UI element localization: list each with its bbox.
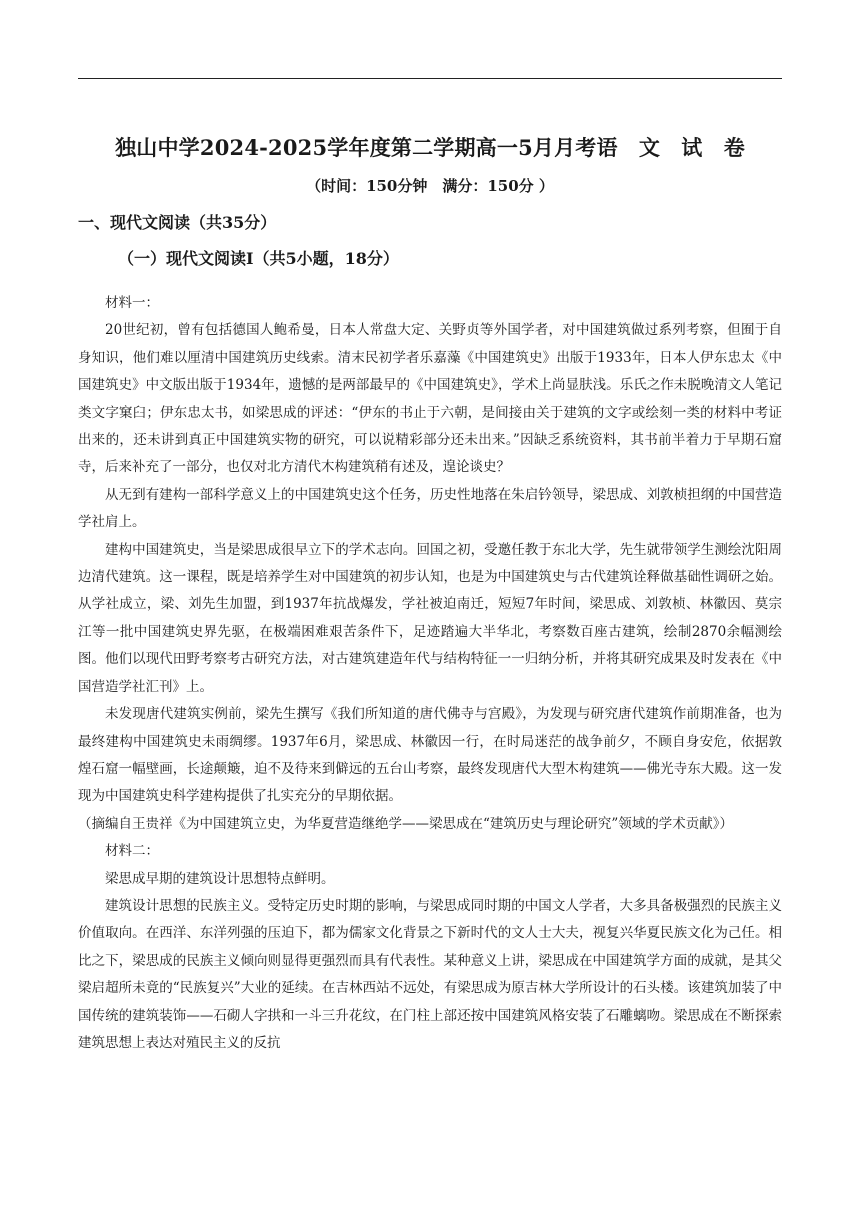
- material2-label: 材料二：: [105, 843, 159, 860]
- exam-title: 独山中学2024-2025学年度第二学期高一5月月考语 文 试 卷: [115, 135, 745, 160]
- reading-text: [78, 290, 782, 1057]
- subsection-heading: （一）现代文阅读Ⅰ（共5小题，18分）: [118, 249, 399, 268]
- material1-paragraph-1: 20世纪初，曾有包括德国人鲍希曼，日本人常盘大定、关野贞等外国学者，对中国建筑做过系列考察，但囿于自身知识，他们难以厘清中国建筑历史线索。清末民初学者乐嘉藻《中国建筑史》出版于1933年，日本人伊东忠太《中国建筑史》中文版出版于1934年，遗憾的是两部最早的《中国建筑史》，学术上尚显肤浅。乐氏之作未脱晚清文人笔记类文字窠臼；伊东忠太书，如梁思成的评述：“伊东的书止于六朝，是间接由关于建筑的文字或绘刻一类的材料中考证出来的，还未讲到真正中国建筑实物的研究，可以说精彩部分还未出来。”因缺乏系统资料，其书前半着力于早期石窟寺，后来补充了一部分，也仅对北方清代木构建筑稍有述及，遑论谈史？: [78, 322, 782, 476]
- material1-paragraph-4: 未发现唐代建筑实例前，梁先生撰写《我们所知道的唐代佛寺与宫殿》，为发现与研究唐代建筑作前期准备，也为最终建构中国建筑史未雨绸缪。1937年6月，梁思成、林徽因一行，在时局迷茫的战争前夕，不顾自身安危，依据敦煌石窟一幅壁画，长途颠簸，迫不及待来到僻远的五台山考察，最终发现唐代大型木构建筑——佛光寺东大殿。这一发现为中国建筑史科学建构提供了扎实充分的早期依据。: [78, 706, 782, 805]
- material1-paragraph-2: 从无到有建构一部科学意义上的中国建筑史这个任务，历史性地落在朱启钤领导，梁思成、刘敦桢担纲的中国营造学社肩上。: [78, 486, 782, 531]
- material2-paragraph-2: 建筑设计思想的民族主义。受特定历史时期的影响，与梁思成同时期的中国文人学者，大多具备极强烈的民族主义价值取向。在西洋、东洋列强的压迫下，都为儒家文化背景之下新时代的文人士大夫，视复兴华夏民族文化为己任。相比之下，梁思成的民族主义倾向则显得更强烈而具有代表性。某种意义上讲，梁思成在中国建筑学方面的成就，是其父梁启超所未竟的“民族复兴”大业的延续。在吉林西站不远处，有梁思成为原吉林大学所设计的石头楼。该建筑加装了中国传统的建筑装饰——石砌人字拱和一斗三升花纹，在门柱上部还按中国建筑风格安装了石雕螭吻。梁思成在不断探索建筑思想上表达对殖民主义的反抗: [78, 897, 782, 1051]
- material1-paragraph-3: 建构中国建筑史，当是梁思成很早立下的学术志向。回国之初，受邀任教于东北大学，先生就带领学生测绘沈阳周边清代建筑。这一课程，既是培养学生对中国建筑的初步认知，也是为中国建筑史与古代建筑诠释做基础性调研之始。从学社成立，梁、刘先生加盟，到1937年抗战爆发，学社被迫南迁，短短7年时间，梁思成、刘敦桢、林徽因、莫宗江等一批中国建筑史界先驱，在极端困难艰苦条件下，足迹踏遍大半华北，考察数百座古建筑，绘制2870余幅测绘图。他们以现代田野考察考古研究方法，对古建筑建造年代与结构特征一一归纳分析，并将其研究成果及时发表在《中国营造学社汇刊》上。: [78, 541, 782, 695]
- material1-label: 材料一：: [105, 295, 159, 311]
- exam-subtitle: （时间：150分钟 满分：150分 ）: [306, 177, 554, 195]
- section-heading: 一、现代文阅读（共35分）: [78, 213, 277, 232]
- material2-paragraph-1: 梁思成早期的建筑设计思想特点鲜明。: [105, 870, 335, 887]
- header-rule: [78, 78, 782, 79]
- material1-source: （摘编自王贵祥《为中国建筑立史，为华夏营造继绝学——梁思成在“建筑历史与理论研究”领域的学术贡献》）: [78, 815, 734, 832]
